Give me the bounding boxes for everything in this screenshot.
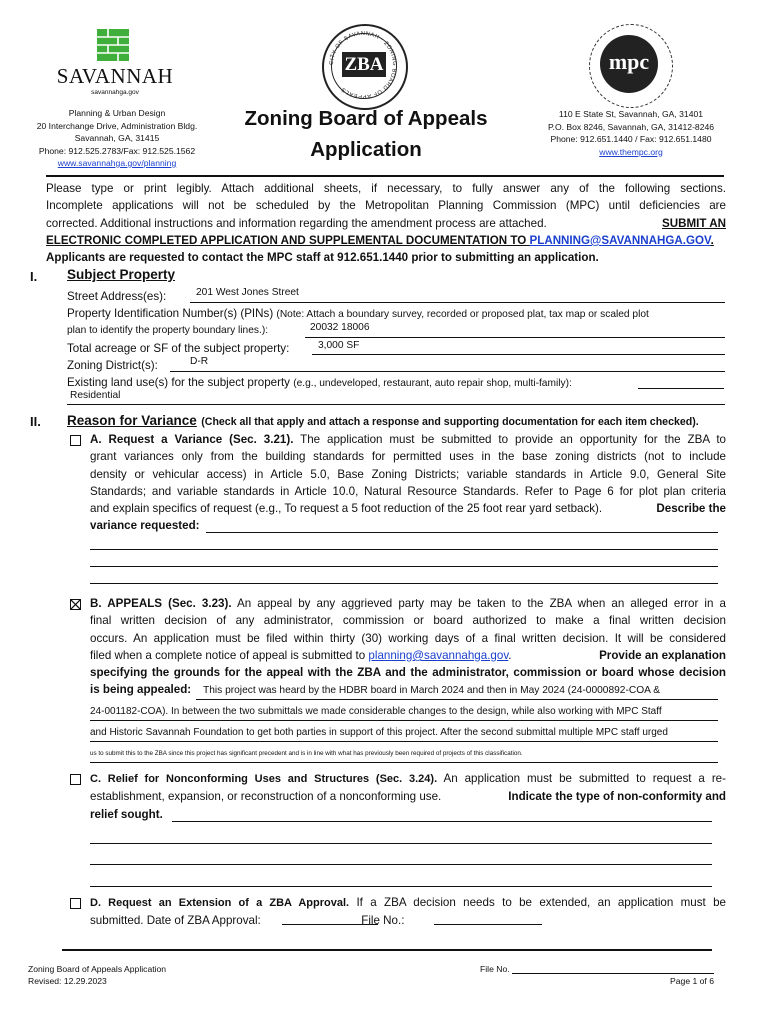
mpc-po-box: P.O. Box 8246, Savannah, GA, 31412-8246 [547, 121, 715, 132]
option-b-line3: occurs. An application must be filed within thirty (30) working days of a final written decision. It will be considered [90, 631, 726, 645]
footer-file-no-field[interactable] [512, 973, 714, 974]
option-c-indicate: Indicate the type of non-conformity and [508, 790, 726, 804]
option-d-title: D. Request an Extension of a ZBA Approval. [90, 897, 350, 909]
mpc-logo-text: mpc [608, 49, 650, 74]
pin-label: Property Identification Number(s) (PINs) [67, 307, 274, 320]
appeal-answer-line3[interactable]: and Historic Savannah Foundation to get both parties in support of this project. After the second submittal multiple MPC staff urged [90, 727, 668, 738]
variance-answer-line2[interactable] [90, 549, 718, 550]
mpc-contact [526, 108, 736, 158]
zoning-field[interactable]: D-R [190, 356, 209, 367]
option-b-line6: is being appealed: [90, 683, 192, 697]
nonconforming-answer-line3[interactable] [90, 864, 712, 865]
option-b-line4: filed when a complete notice of appeal is submitted to [90, 648, 369, 662]
option-a [90, 431, 726, 535]
acreage-field[interactable]: 3,000 SF [318, 340, 360, 351]
option-a-title: A. Request a Variance (Sec. 3.21). [90, 433, 294, 446]
mpc-phone: Phone: 912.651.1440 / Fax: 912.651.1480 [550, 134, 712, 144]
title-line2: Application [310, 138, 422, 161]
nonconforming-answer-line2[interactable] [90, 843, 712, 844]
option-b: B. APPEALS (Sec. 3.23). An appeal by any aggrieved party may be taken to the ZBA when an alleged error in a final written decision of any administrator, commission or board authorized to make a final written decision occurs. An application must be filed within thirty (30) working days of a final written decision. It will be considered filed when a complete notice of appeal is submitted to planning@savannahga.gov. Provide an explanation specifying the grounds for the appeal with the ZBA and the administrator, commission or board whose decision is being appealed: [90, 595, 726, 699]
acreage-label: Total acreage or SF of the subject property: [67, 342, 290, 355]
intro-line1: Please type or print legibly. Attach additional sheets, if necessary, to fully answer any of the following sections. [46, 182, 726, 195]
option-b-explain: Provide an explanation [599, 648, 726, 662]
section1-numeral: I. [30, 269, 38, 284]
checkbox-b-x-icon [71, 600, 80, 609]
option-c-line1: An application must be submitted to request a re- [443, 772, 726, 785]
section2-heading: Reason for Variance [67, 413, 197, 428]
option-b-line5: specifying the grounds for the appeal with the ZBA and the administrator, commission or board whose decision [90, 666, 726, 680]
header-divider [46, 175, 724, 177]
city-contact [22, 107, 212, 170]
pin-note-line2: plan to identify the property boundary lines.): [67, 325, 269, 336]
mpc-website-link[interactable]: www.thempc.org [599, 146, 663, 157]
section2-heading-line [67, 412, 699, 430]
zba-seal-text: ZBA [342, 52, 386, 77]
footer-revised: Revised: 12.29.2023 [28, 976, 107, 986]
department: Planning & Urban Design [68, 108, 166, 118]
option-d-line1: If a ZBA decision needs to be extended, an application must be [356, 896, 727, 909]
nonconforming-answer-line1[interactable] [172, 821, 712, 822]
footer-file-no: File No. [480, 964, 510, 974]
zoning-label: Zoning District(s): [67, 359, 158, 372]
svg-text:CITY OF SAVANNAH · ZONING BOAR: CITY OF SAVANNAH · ZONING BOARD OF APPEALS [328, 30, 398, 100]
city-phone: Phone: 912.525.2783/Fax: 912.525.1562 [38, 145, 196, 156]
option-a-describe: Describe the [656, 502, 726, 516]
option-b-title: B. APPEALS (Sec. 3.23). [90, 597, 232, 610]
intro-line5: Applicants are requested to contact the MPC staff at 912.651.1440 prior to submitting an application. [46, 251, 599, 265]
option-a-line5: and explain specifics of request (e.g., To request a 5 foot reduction of the 25 foot rear yard setback). [90, 502, 603, 516]
street-address-field[interactable]: 201 West Jones Street [196, 287, 299, 298]
section2-numeral: II. [30, 414, 41, 429]
option-c-title: C. Relief for Nonconforming Uses and Structures (Sec. 3.24). [90, 773, 438, 785]
appeal-answer-line1[interactable]: This project was heard by the HDBR board in March 2024 and then in May 2024 (24-0000892-COA & [203, 685, 660, 696]
footer-page: Page 1 of 6 [670, 976, 714, 986]
option-b-line2: final written decision of any administrator, commission or board authorized to make a final written decision [90, 614, 726, 628]
section2-note: (Check all that apply and attach a response and supporting documentation for each item checked). [201, 416, 699, 428]
zba-approval-date-field[interactable] [282, 924, 378, 925]
option-a-line2: grant variances only from the building standards for permitted uses in the base zoning districts (not to include [90, 450, 726, 464]
intro-line3: corrected. Additional instructions and information regarding the amendment process are attached. [46, 216, 547, 230]
landuse-note: (e.g., undeveloped, restaurant, auto repair shop, multi-family): [293, 378, 572, 389]
page-title [218, 103, 514, 165]
file-no-field[interactable] [434, 924, 542, 925]
option-a-line4: Standards; and variable standards in Article 10.0, Natural Resource Standards. Refer to Page 6 for plot plan criteria [90, 484, 726, 498]
appeal-answer-line4[interactable]: us to submit this to the ZBA since this project has significant precedent and is in line with what has previously been required of projects of this classification. [90, 750, 523, 757]
option-a-line6: variance requested: [90, 519, 200, 533]
pin-label-line [67, 305, 649, 323]
option-c [90, 770, 726, 823]
checkbox-a[interactable] [70, 435, 81, 446]
mpc-address: 110 E State St, Savannah, GA, 31401 [558, 109, 704, 119]
option-a-line3: density or vehicular access) in Article 5.0, Base Zoning Districts; variable standards in Article 9.0, General Site [90, 467, 726, 481]
checkbox-d[interactable] [70, 898, 81, 909]
logo-name: SAVANNAH [56, 64, 174, 88]
logo-url: savannahga.gov [91, 89, 139, 96]
nonconforming-answer-line4[interactable] [90, 886, 712, 887]
appeal-answer-line2[interactable]: 24-001182-COA). In between the two submittals we made considerable changes to the design, while also working with MPC Staff [90, 706, 662, 717]
zba-seal [322, 24, 408, 110]
option-b-line1: An appeal by any aggrieved party may be taken to the ZBA when an alleged error in a [237, 597, 726, 610]
landuse-label-line [67, 374, 572, 392]
intro: Please type or print legibly. Attach additional sheets, if necessary, to fully answer any of the following sections. Incomplete applications will not be scheduled by the Metropolitan Planning Commission (MPC) until deficiencies are corrected. Additional instructions and information regarding the amendment process are attached. SUBMIT AN ELECTRONIC COMPLETED APPLICATION AND SUPPLEMENTAL DOCUMENTATION TO PLANNING@SAVANNAHGA.GOV. Applicants are requested to contact the MPC staff at 912.651.1440 prior to submitting an application. [46, 180, 726, 266]
variance-answer-line3[interactable] [90, 566, 718, 567]
option-c-line2: establishment, expansion, or reconstruction of a nonconforming use. [90, 790, 442, 804]
pin-note: (Note: Attach a boundary survey, recorded or proposed plat, tax map or scaled plot [276, 309, 649, 320]
variance-answer-line4[interactable] [90, 583, 718, 584]
checkbox-b[interactable] [70, 599, 81, 610]
landuse-field[interactable]: Residential [70, 390, 121, 401]
intro-email-link[interactable]: PLANNING@SAVANNAHGA.GOV [529, 233, 711, 247]
savannah-logo-icon [96, 28, 130, 62]
option-d-file-label: File No.: [361, 914, 405, 928]
street-label: Street Address(es): [67, 290, 167, 303]
city-address: 20 Interchange Drive, Administration Bldg. [36, 120, 198, 131]
section1-heading: Subject Property [67, 267, 176, 282]
option-d-line2: submitted. Date of ZBA Approval: [90, 914, 261, 928]
option-b-email-link[interactable]: planning@savannahga.gov [368, 648, 509, 662]
footer-rule [62, 949, 712, 951]
pin-field[interactable]: 20032 18006 [310, 322, 370, 333]
landuse-label: Existing land use(s) for the subject property [67, 376, 290, 389]
intro-line2: Incomplete applications will not be scheduled by the Metropolitan Planning Commission (MPC) until deficiencies are [46, 199, 726, 213]
option-a-line1: The application must be submitted to provide an opportunity for the ZBA to [300, 433, 726, 446]
title-line1: Zoning Board of Appeals [244, 107, 488, 130]
intro-line4: ELECTRONIC COMPLETED APPLICATION AND SUPPLEMENTAL DOCUMENTATION TO [46, 233, 530, 247]
city-website-link[interactable]: www.savannahga.gov/planning [57, 158, 177, 168]
variance-answer-line1[interactable] [206, 532, 718, 533]
option-d [90, 894, 726, 930]
checkbox-c[interactable] [70, 774, 81, 785]
city-state: Savannah, GA, 31415 [74, 133, 160, 143]
intro-submit: SUBMIT AN [662, 216, 726, 230]
footer-title: Zoning Board of Appeals Application [28, 964, 167, 974]
mpc-logo [589, 24, 673, 108]
option-c-line3: relief sought. [90, 807, 163, 821]
